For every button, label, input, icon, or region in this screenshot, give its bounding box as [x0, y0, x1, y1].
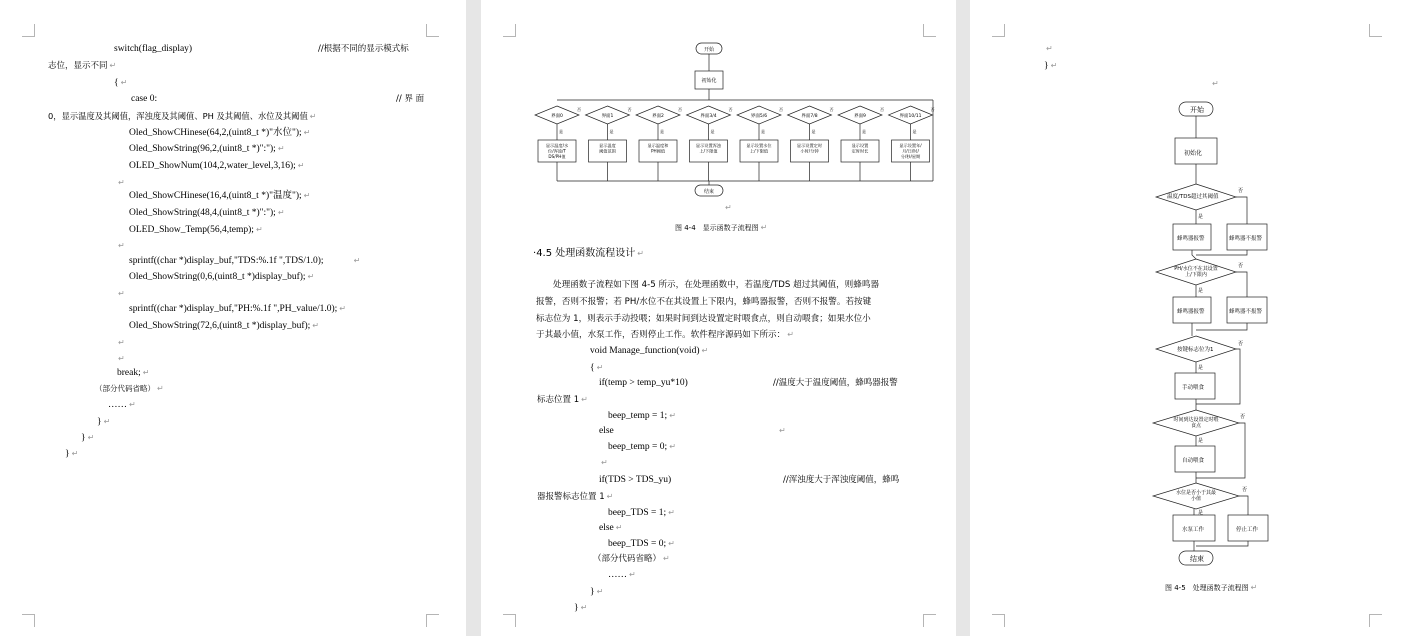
- flow-no-label: 否: [627, 107, 632, 112]
- paragraph-mark: ↵: [1212, 79, 1219, 88]
- code-line: OLED_ShowNum(104,2,water_level,3,16); ↵: [129, 161, 305, 171]
- flow-process-label: 上/下限值: [749, 148, 769, 154]
- flow-yes-label: 是: [1198, 365, 1204, 371]
- body-paragraph-line: 标志位为 1，则表示手动投喂；如果时间到达设置定时喂食点，则自动喂食；如果水位小: [536, 314, 871, 324]
- code-line: } ↵: [81, 433, 95, 443]
- flow-process-label: 显示设置年/: [899, 143, 922, 148]
- paragraph-mark: ↵: [725, 203, 732, 212]
- code-line: } ↵: [590, 587, 604, 597]
- flow-decision-label: 界面3/4: [700, 114, 717, 119]
- flow-decision-label: PH/水位不在其设置上/下限内: [1174, 266, 1218, 278]
- flow-yes-label: 是: [862, 129, 866, 134]
- margin-corner-mark: [1369, 614, 1382, 627]
- display-function-flowchart: [481, 0, 956, 215]
- code-line: switch(flag_display): [114, 44, 193, 54]
- flow-yes-label: 是: [1198, 438, 1204, 444]
- flow-no-label: 否: [678, 107, 682, 112]
- flow-no-label: 否: [880, 107, 884, 112]
- code-comment: 0，显示温度及其阈值，浑浊度及其阈值、PH 及其阈值、水位及其阈值 ↵: [48, 111, 317, 121]
- flow-decision-label: 界面1: [601, 114, 614, 119]
- flow-no-label: 否: [829, 107, 834, 112]
- flow-no-label: 否: [728, 107, 733, 112]
- code-comment: 志位，显示不同 ↵: [48, 61, 117, 71]
- flow-process-label: 显示设置水位: [746, 143, 772, 148]
- section-title: ·4.5 处理函数流程设计 ↵: [533, 248, 644, 259]
- flow-start-label: 开始: [703, 47, 715, 53]
- flow-end-label: 结束: [703, 189, 715, 195]
- code-line: ↵: [601, 458, 608, 467]
- flow-process-label: PH阈值: [650, 148, 666, 154]
- code-line: Oled_ShowString(72,6,(uint8_t *)display_buf); ↵: [129, 321, 319, 331]
- flow-decision-label: 界面0: [551, 114, 563, 119]
- code-line: } ↵: [574, 603, 588, 613]
- flow-decision-label: 温度/TDS超过其阈值: [1167, 194, 1219, 200]
- margin-corner-mark: [923, 614, 936, 627]
- code-line: ↵: [1046, 44, 1053, 53]
- flow-yes-label: 是: [609, 129, 614, 134]
- figure-caption: 图 4-5 处理函数子流程图 ↵: [1165, 583, 1258, 592]
- flow-no-label: 否: [1238, 341, 1244, 347]
- code-comment: 器报警标志位置 1 ↵: [537, 492, 614, 502]
- flow-process-label: 手动喂食: [1182, 385, 1205, 391]
- code-line: { ↵: [114, 78, 128, 88]
- document-page-1: [0, 0, 466, 636]
- flow-process-label: 显示温度/水: [545, 143, 569, 148]
- code-comment: // 界 面: [396, 94, 425, 104]
- flow-yes-label: 是: [1198, 214, 1204, 220]
- flow-init-label: 初始化: [1184, 150, 1203, 157]
- flow-yes-label: 是: [761, 129, 765, 134]
- code-line: void Manage_function(void) ↵: [590, 346, 709, 356]
- flow-process-label: 显示温度: [599, 143, 616, 148]
- flow-process-label: 蜂鸣器报警: [1177, 236, 1205, 242]
- flow-process-label: 分/秒/星期: [900, 154, 921, 159]
- code-line: else: [599, 426, 614, 436]
- flow-process-label: 自动喂食: [1182, 458, 1205, 464]
- code-line: beep_temp = 1; ↵: [608, 411, 676, 421]
- code-comment: 标志位置 1 ↵: [537, 395, 588, 405]
- code-line: ↵: [118, 241, 125, 250]
- flow-process-label: 小时/分钟: [800, 148, 819, 154]
- flow-process-label: 停止工作: [1236, 527, 1259, 533]
- flow-decision-label: 按键标志位为1: [1177, 347, 1214, 353]
- flow-process-label: 显示设置: [851, 143, 869, 148]
- code-line: if(temp > temp_yu*10): [599, 378, 688, 388]
- code-comment: （部分代码省略） ↵: [95, 384, 164, 393]
- code-line: beep_TDS = 0; ↵: [608, 539, 675, 549]
- flow-no-label: 否: [930, 107, 935, 112]
- flow-process-label: 上/下限值: [699, 148, 718, 154]
- code-line: } ↵: [97, 417, 111, 427]
- flow-yes-label: 是: [1198, 288, 1204, 294]
- code-line: { ↵: [590, 363, 604, 373]
- flow-decision-label: 水位是否小于其最小值: [1176, 490, 1217, 502]
- flow-no-label: 否: [1240, 414, 1246, 420]
- code-line: else ↵: [599, 523, 623, 533]
- code-line: if(TDS > TDS_yu): [599, 475, 672, 485]
- code-line: sprintf((char *)display_buf,"PH:%.1f ",PH_value/1.0); ↵: [129, 304, 346, 314]
- code-comment: （部分代码省略） ↵: [593, 554, 670, 564]
- flow-start-label: 开始: [1190, 106, 1204, 114]
- margin-corner-mark: [426, 24, 439, 37]
- flow-yes-label: 是: [660, 129, 664, 134]
- code-line: ↵: [118, 338, 125, 347]
- flow-decision-label: 界面7/8: [801, 114, 818, 119]
- body-paragraph-line: 处理函数子流程如下图 4-5 所示，在处理函数中，若温度/TDS 超过其阈值，则蜂鸣器: [553, 280, 880, 290]
- flow-no-label: 否: [1238, 263, 1244, 269]
- flow-yes-label: 是: [710, 129, 715, 134]
- code-line: Oled_ShowString(48,4,(uint8_t *)":"); ↵: [129, 208, 285, 218]
- code-line: } ↵: [65, 449, 79, 459]
- figure-caption: 图 4-4 显示函数子流程图 ↵: [675, 223, 768, 232]
- flow-yes-label: 是: [1198, 510, 1204, 516]
- flow-process-label: 位/浑浊/T: [548, 148, 566, 154]
- flow-decision-label: 界面9: [854, 114, 866, 119]
- margin-corner-mark: [22, 614, 35, 627]
- flow-process-label: 定时时长: [851, 148, 869, 154]
- flow-process-label: 蜂鸣器报警: [1177, 309, 1205, 315]
- flow-yes-label: 是: [811, 129, 816, 134]
- code-line: beep_temp = 0; ↵: [608, 442, 676, 452]
- document-page-3: [970, 0, 1403, 636]
- code-comment: //根据不同的显示模式标: [318, 44, 409, 54]
- code-line: ↵: [118, 178, 125, 187]
- flow-no-label: 否: [779, 107, 783, 112]
- flow-yes-label: 是: [912, 129, 917, 134]
- flow-process-label: 显示温度和: [647, 143, 669, 148]
- code-line: break; ↵: [117, 368, 150, 378]
- paragraph-mark: ↵: [779, 426, 786, 435]
- code-line: ↵: [118, 289, 125, 298]
- flow-decision-label: 界面10/11: [899, 114, 922, 119]
- margin-corner-mark: [22, 24, 35, 37]
- margin-corner-mark: [503, 614, 516, 627]
- flow-init-label: 初始化: [701, 78, 717, 84]
- flow-no-label: 否: [1242, 487, 1248, 493]
- flow-process-label: 显示设置定时: [796, 143, 823, 148]
- code-line: } ↵: [1044, 61, 1058, 71]
- flow-process-label: 阈值范围: [599, 148, 616, 154]
- flow-process-label: 水泵工作: [1182, 527, 1205, 533]
- flow-process-label: 月/日/时/: [902, 148, 919, 154]
- process-function-flowchart: [970, 0, 1403, 600]
- flow-end-label: 结束: [1190, 555, 1204, 563]
- margin-corner-mark: [992, 614, 1005, 627]
- code-line: Oled_ShowCHinese(16,4,(uint8_t *)"温度"); ↵: [129, 191, 311, 201]
- flow-decision-label: 界面2: [652, 114, 664, 119]
- code-line: OLED_Show_Temp(56,4,temp); ↵: [129, 225, 263, 235]
- code-line: …… ↵: [108, 400, 136, 410]
- body-paragraph-line: 于其最小值，水泵工作，否则停止工作。软件程序源码如下所示： ↵: [536, 330, 794, 340]
- code-comment: //浑浊度大于浑浊度阈值，蜂鸣: [783, 475, 900, 485]
- code-line: Oled_ShowString(96,2,(uint8_t *)":"); ↵: [129, 144, 285, 154]
- code-line: Oled_ShowCHinese(64,2,(uint8_t *)"水位"); ↵: [129, 128, 311, 138]
- code-line: case 0:: [131, 94, 158, 104]
- flow-no-label: 否: [1238, 188, 1244, 194]
- flow-process-label: 显示设置浑浊: [695, 143, 722, 148]
- flow-decision-label: 时间到达设置定时喂食点: [1173, 417, 1219, 429]
- margin-corner-mark: [426, 614, 439, 627]
- code-comment: //温度大于温度阈值，蜂鸣器报警: [773, 378, 898, 388]
- body-paragraph-line: 报警，否则不报警；若 PH/水位不在其设置上下限内，蜂鸣器报警，否则不报警。若按键: [536, 297, 872, 307]
- code-line: beep_TDS = 1; ↵: [608, 508, 675, 518]
- flow-decision-label: 界面5/6: [750, 114, 768, 119]
- code-line: …… ↵: [608, 570, 636, 580]
- code-line: sprintf((char *)display_buf,"TDS:%.1f ",TDS/1.0); ↵: [129, 256, 361, 266]
- code-line: ↵: [118, 354, 125, 363]
- flow-no-label: 否: [577, 107, 581, 112]
- flow-yes-label: 是: [559, 129, 563, 134]
- flow-process-label: 蜂鸣器不报警: [1229, 236, 1263, 242]
- code-line: Oled_ShowString(0,6,(uint8_t *)display_buf); ↵: [129, 272, 315, 282]
- document-page-2: [481, 0, 956, 636]
- flow-process-label: DS/PH值: [548, 154, 566, 159]
- flow-process-label: 蜂鸣器不报警: [1229, 309, 1263, 315]
